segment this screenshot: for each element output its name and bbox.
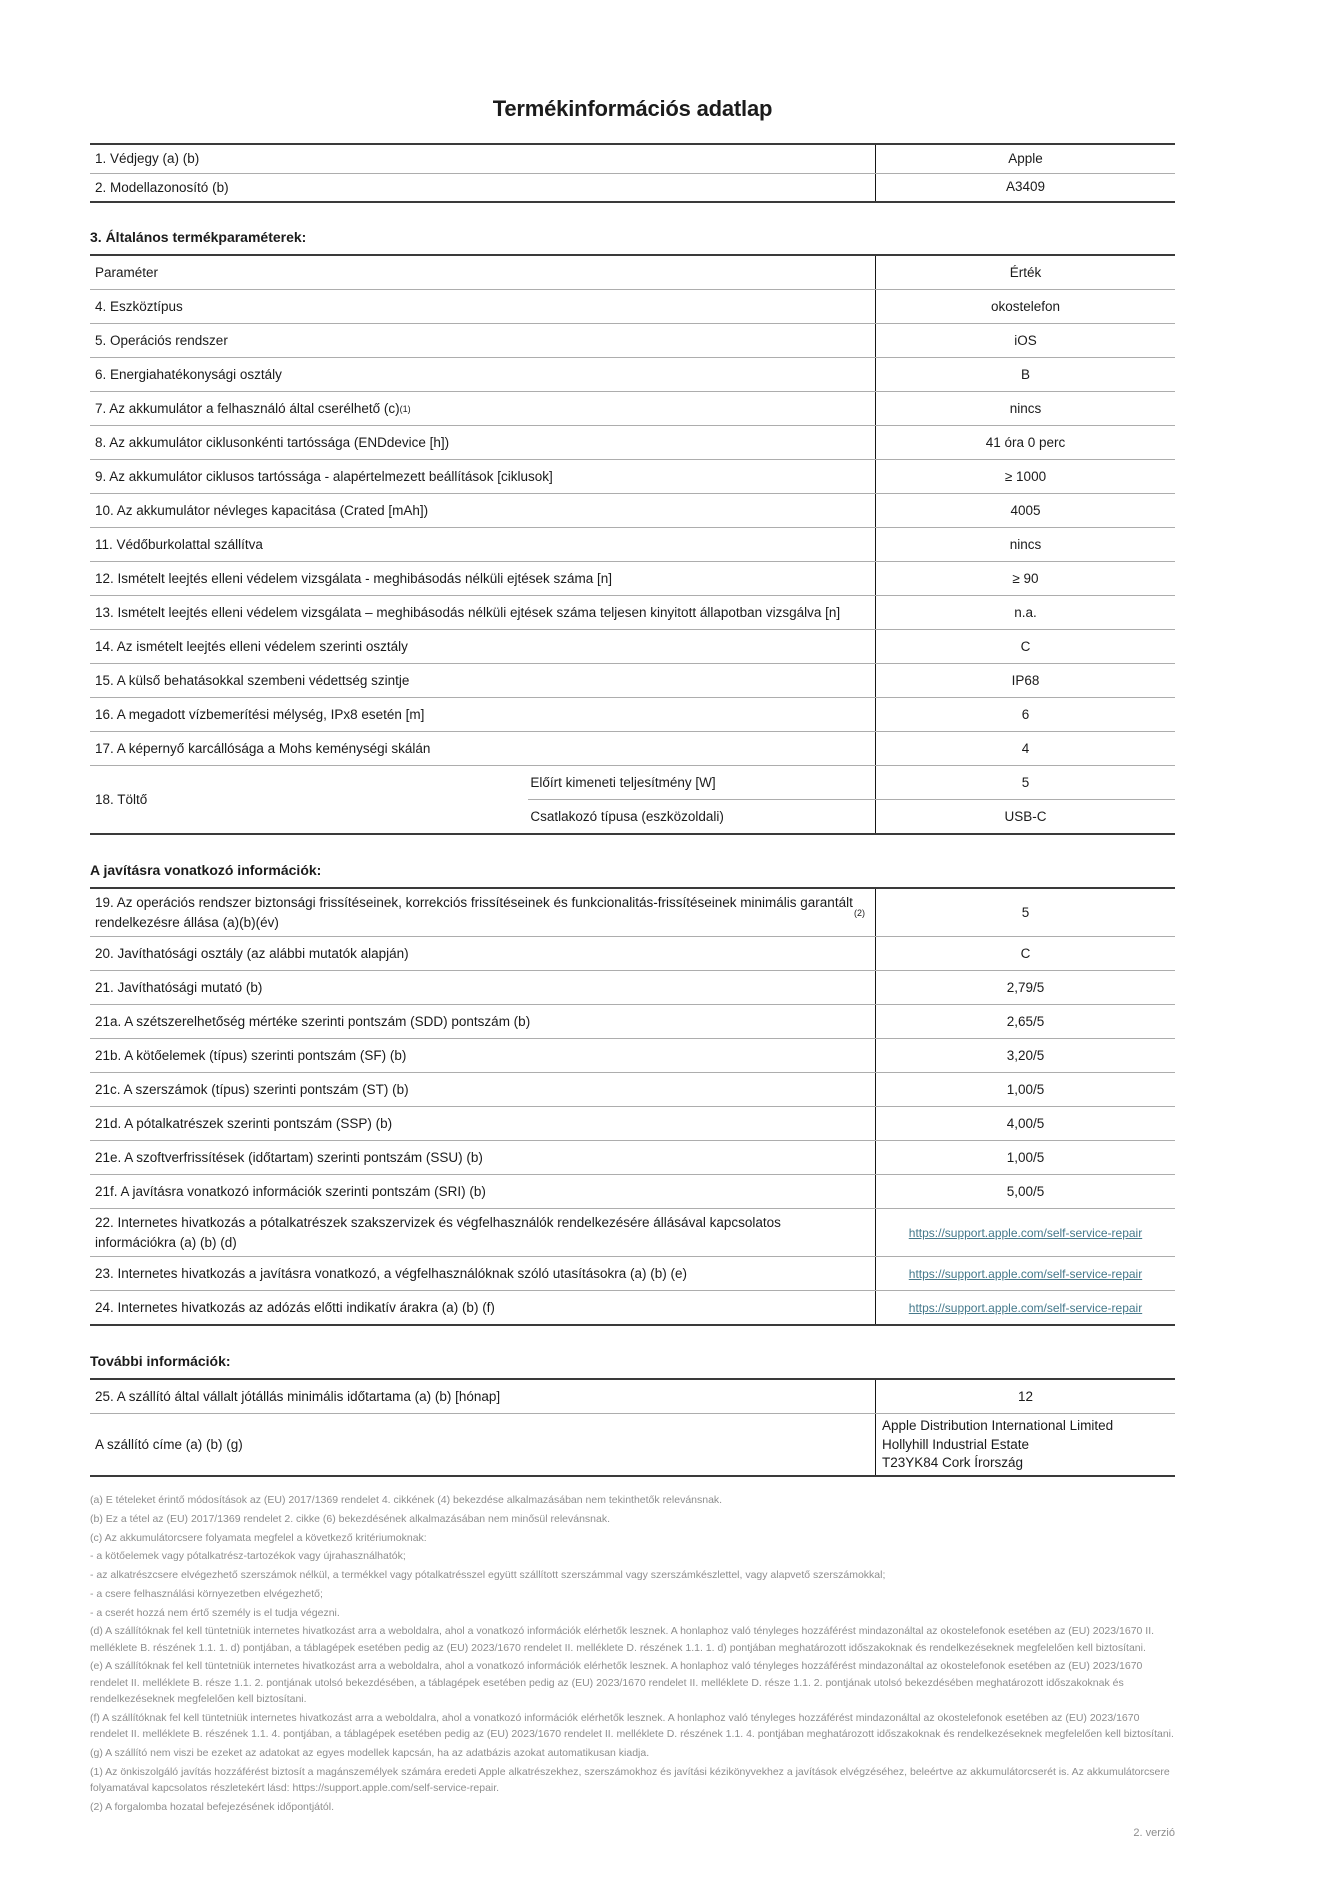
param-label: 9. Az akkumulátor ciklusos tartóssága - alapértelmezett beállítások [ciklusok] <box>95 468 553 484</box>
table-row <box>90 357 1175 391</box>
param-label: 21f. A javításra vonatkozó információk szerinti pontszám (SRI) (b) <box>95 1183 486 1199</box>
param-label: 20. Javíthatósági osztály (az alábbi mutatók alapján) <box>95 945 409 961</box>
footnote-line: - a cserét hozzá nem értő személy is el tudja végezni. <box>90 1606 340 1619</box>
table-row <box>90 970 1175 1004</box>
address-line: Hollyhill Industrial Estate <box>881 1436 1030 1452</box>
param-label: 5. Operációs rendszer <box>95 332 228 348</box>
column-header-row <box>90 256 1175 289</box>
param-label: 15. A külső behatásokkal szembeni védettség szintje <box>95 672 410 688</box>
param-value: 5 <box>875 766 1175 799</box>
table-row <box>90 731 1175 765</box>
param-label: 14. Az ismételt leejtés elleni védelem szerinti osztály <box>95 638 408 654</box>
param-value: 4 <box>875 732 1175 765</box>
param-value: nincs <box>875 392 1175 425</box>
param-value <box>875 1209 1175 1256</box>
param-value: n.a. <box>875 596 1175 629</box>
footnote-line: (2) A forgalomba hozatal befejezésének időpontjától. <box>90 1800 334 1813</box>
param-label: 17. A képernyő karcállósága a Mohs keménységi skálán <box>95 740 431 756</box>
param-value: Apple <box>875 145 1175 173</box>
footnote-line: (c) Az akkumulátorcsere folyamata megfelel a következő kritériumoknak: <box>90 1531 427 1544</box>
address-line: Apple Distribution International Limited <box>881 1418 1114 1434</box>
param-value: USB-C <box>875 800 1175 833</box>
sub-param-label: Csatlakozó típusa (eszközoldali) <box>530 809 724 825</box>
param-label: 18. Töltő <box>95 792 148 808</box>
table-row <box>90 595 1175 629</box>
param-value: 3,20/5 <box>875 1039 1175 1072</box>
param-value: 4005 <box>875 494 1175 527</box>
table-row <box>90 1290 1175 1324</box>
param-value: iOS <box>875 324 1175 357</box>
footnote-line: (b) Ez a tétel az (EU) 2017/1369 rendelet 2. cikke (6) bekezdésének alkalmazásában nem minősül relevánsnak. <box>90 1512 611 1525</box>
param-label: 21b. A kötőelemek (típus) szerinti pontszám (SF) (b) <box>95 1047 407 1063</box>
footnote-line: (e) A szállítóknak fel kell tüntetniük internetes hivatkozást arra a weboldalra, ahol a vonatkozó információk elérhetők lesznek. A honlaphoz való tényleges hozzáférést mindazonáltal az okostelefonok esetében az (EU) 2023/1670 rendelet II. melléklete B. része 1.1. 2. pontjának utolsó bekezdésében, a táblagépek esetében pedig az (EU) 2023/1670 rendelet II. melléklete D. része 1.1. 2. pontjának utolsó bekezdésében meghatározott időszakoknak és rendelkezéseknek megfelelően kell biztosítani. <box>90 1660 1143 1705</box>
param-value: 1,00/5 <box>875 1073 1175 1106</box>
param-label: A szállító címe (a) (b) (g) <box>95 1436 243 1452</box>
footnote-line: - a kötőelemek vagy pótalkatrész-tartozékok vagy újrahasználhatók; <box>90 1550 406 1563</box>
param-value: okostelefon <box>875 290 1175 323</box>
table-row <box>90 1174 1175 1208</box>
param-label: 4. Eszköztípus <box>95 298 183 314</box>
param-label: 21. Javíthatósági mutató (b) <box>95 979 263 995</box>
param-label: 19. Az operációs rendszer biztonsági frissítéseinek, korrekciós frissítéseinek és funkcionalitás-frissítéseinek minimális garantált rendelkezésre állása (a)(b)(év) (2) <box>95 895 865 930</box>
param-label: 12. Ismételt leejtés elleni védelem vizsgálata - meghibásodás nélküli ejtések száma [n] <box>95 570 613 586</box>
table-row <box>90 1004 1175 1038</box>
table-row <box>90 289 1175 323</box>
param-value: nincs <box>875 528 1175 561</box>
param-label: 25. A szállító által vállalt jótállás minimális időtartama (a) (b) [hónap] <box>95 1389 501 1405</box>
general-params-table <box>90 254 1175 835</box>
param-value: 5,00/5 <box>875 1175 1175 1208</box>
table-row <box>90 323 1175 357</box>
param-value: Érték <box>875 256 1175 289</box>
param-label: 24. Internetes hivatkozás az adózás előtti indikatív árakra (a) (b) (f) <box>95 1300 495 1316</box>
table-row <box>90 1072 1175 1106</box>
repair-info-heading: A javításra vonatkozó információk: <box>90 862 322 879</box>
param-label: 10. Az akkumulátor névleges kapacitása (Crated [mAh]) <box>95 502 429 518</box>
param-value: 4,00/5 <box>875 1107 1175 1140</box>
footnote-line: - az alkatrészcsere elvégezhető szerszámok nélkül, a termékkel vagy pótalkatrésszel együtt szállított szerszámmal vagy szerszámkészlettel, vagy alapvető szerszámokkal; <box>90 1569 886 1582</box>
param-value: 1,00/5 <box>875 1141 1175 1174</box>
param-value: B <box>875 358 1175 391</box>
table-row <box>90 459 1175 493</box>
trademark-model-table <box>90 143 1175 203</box>
param-value <box>875 1414 1175 1475</box>
param-label: Paraméter <box>95 264 159 280</box>
table-row <box>90 145 1175 173</box>
param-label: 23. Internetes hivatkozás a javításra vonatkozó, a végfelhasználóknak szóló utasításokra (a) (b) (e) <box>95 1266 688 1282</box>
footnote-line: (1) Az önkiszolgáló javítás hozzáférést biztosít a magánszemélyek számára eredeti Apple alkatrészekhez, szerszámokhoz és javítási kézikönyvekhez a javítások elvégzéséhez, beleértve az akkumulátorcserét is. Az akkumulátorcsere folyamatával kapcsolatos részletekért lásd: https://support.apple.com/self-service-repair. <box>90 1765 1170 1794</box>
param-value <box>875 1257 1175 1290</box>
param-label: 21a. A szétszerelhetőség mértéke szerinti pontszám (SDD) pontszám (b) <box>95 1013 531 1029</box>
table-row <box>90 1256 1175 1290</box>
param-value: C <box>875 937 1175 970</box>
table-row <box>90 1038 1175 1072</box>
sub-row <box>528 766 1175 799</box>
table-row <box>90 173 1175 202</box>
param-label: 16. A megadott vízbemerítési mélység, IPx8 esetén [m] <box>95 706 425 722</box>
table-row <box>90 1208 1175 1256</box>
table-row <box>90 663 1175 697</box>
param-value <box>875 1291 1175 1324</box>
table-row <box>90 697 1175 731</box>
param-value: 6 <box>875 698 1175 731</box>
param-label: 1. Védjegy (a) (b) <box>95 151 200 166</box>
additional-info-heading: További információk: <box>90 1353 231 1370</box>
param-label: 21e. A szoftverfrissítések (időtartam) szerinti pontszám (SSU) (b) <box>95 1149 483 1165</box>
table-row <box>90 1380 1175 1413</box>
support-link[interactable]: https://support.apple.com/self-service-repair <box>908 1300 1143 1315</box>
param-label: 7. Az akkumulátor a felhasználó által cserélhető (c) (1) <box>95 400 411 416</box>
param-value: C <box>875 630 1175 663</box>
param-label: 6. Energiahatékonysági osztály <box>95 366 282 382</box>
param-value: ≥ 90 <box>875 562 1175 595</box>
param-value: A3409 <box>875 174 1175 202</box>
table-row <box>90 629 1175 663</box>
param-label: 21d. A pótalkatrészek szerinti pontszám (SSP) (b) <box>95 1115 393 1131</box>
param-value: IP68 <box>875 664 1175 697</box>
param-value: 2,65/5 <box>875 1005 1175 1038</box>
footnote-line: (g) A szállító nem viszi be ezeket az adatokat az egyes modellek kapcsán, ha az adatbázis azokat automatikusan kiadja. <box>90 1746 650 1759</box>
table-row <box>90 561 1175 595</box>
param-value: 5 <box>875 889 1175 936</box>
param-label: 2. Modellazonosító (b) <box>95 179 229 195</box>
general-params-heading: 3. Általános termékparaméterek: <box>90 229 307 246</box>
table-row <box>90 936 1175 970</box>
param-value: 41 óra 0 perc <box>875 426 1175 459</box>
table-row <box>90 765 1175 833</box>
param-label: 21c. A szerszámok (típus) szerinti pontszám (ST) (b) <box>95 1081 409 1097</box>
footnote-line: (a) E tételeket érintő módosítások az (EU) 2017/1369 rendelet 4. cikkének (4) bekezdése alkalmazásában nem tekinthetők relevánsnak. <box>90 1494 723 1507</box>
version-label: 2. verzió <box>1133 1826 1175 1839</box>
table-row <box>90 391 1175 425</box>
repair-info-table <box>90 887 1175 1326</box>
footnote-line: (d) A szállítóknak fel kell tüntetniük internetes hivatkozást arra a weboldalra, ahol a vonatkozó információk elérhetők lesznek. A honlaphoz való tényleges hozzáférést mindazonáltal az okostelefonok esetében az (EU) 2023/1670 II. melléklete B. részének 1.1. 1. d) pontjában, a táblagépek esetében pedig az (EU) 2023/1670 rendelet II. melléklete D. részének 1.1. 1. d) pontjában meghatározott időszakoknak és rendelkezéseknek megfelelően kell biztosítani. <box>90 1625 1155 1654</box>
table-row <box>90 1413 1175 1475</box>
table-row <box>90 527 1175 561</box>
address-line: T23YK84 Cork Írország <box>881 1454 1024 1470</box>
param-label: 8. Az akkumulátor ciklusonkénti tartóssága (ENDdevice [h]) <box>95 434 450 450</box>
param-label: 13. Ismételt leejtés elleni védelem vizsgálata – meghibásodás nélküli ejtések száma teljesen kinyitott állapotban vizsgálva [n] <box>95 604 841 620</box>
table-row <box>90 889 1175 936</box>
sub-row <box>528 799 1175 833</box>
table-row <box>90 1106 1175 1140</box>
footnote-line: - a csere felhasználási környezetben elvégezhető; <box>90 1587 323 1600</box>
footnote-line: (f) A szállítóknak fel kell tüntetniük internetes hivatkozást arra a weboldalra, ahol a vonatkozó információk elérhetők lesznek. A honlaphoz való tényleges hozzáférést mindazonáltal az okostelefonok esetében az (EU) 2023/1670 rendelet II. melléklete B. részének 1.1. 4. pontjában, a táblagépek esetében pedig az (EU) 2023/1670 rendelet II. melléklete D. részének 1.1. 4. pontjában meghatározott időszakoknak és rendelkezéseknek megfelelően kell biztosítani. <box>90 1711 1174 1740</box>
table-row <box>90 425 1175 459</box>
param-value: ≥ 1000 <box>875 460 1175 493</box>
param-value: 12 <box>875 1380 1175 1413</box>
table-row <box>90 493 1175 527</box>
support-link[interactable]: https://support.apple.com/self-service-repair <box>908 1225 1143 1240</box>
support-link[interactable]: https://support.apple.com/self-service-repair <box>908 1266 1143 1281</box>
param-label: 22. Internetes hivatkozás a pótalkatrészek szakszervizek és végfelhasználók rendelkezésére állásával kapcsolatos információkra (a) (b) (d) <box>95 1215 781 1250</box>
page-title: Termékinformációs adatlap <box>492 96 773 121</box>
footnotes <box>90 1492 1175 1815</box>
additional-info-table <box>90 1378 1175 1477</box>
sub-param-label: Előírt kimeneti teljesítmény [W] <box>530 775 716 791</box>
param-label: 11. Védőburkolattal szállítva <box>95 536 263 552</box>
table-row <box>90 1140 1175 1174</box>
param-value: 2,79/5 <box>875 971 1175 1004</box>
subrows <box>528 766 1175 833</box>
